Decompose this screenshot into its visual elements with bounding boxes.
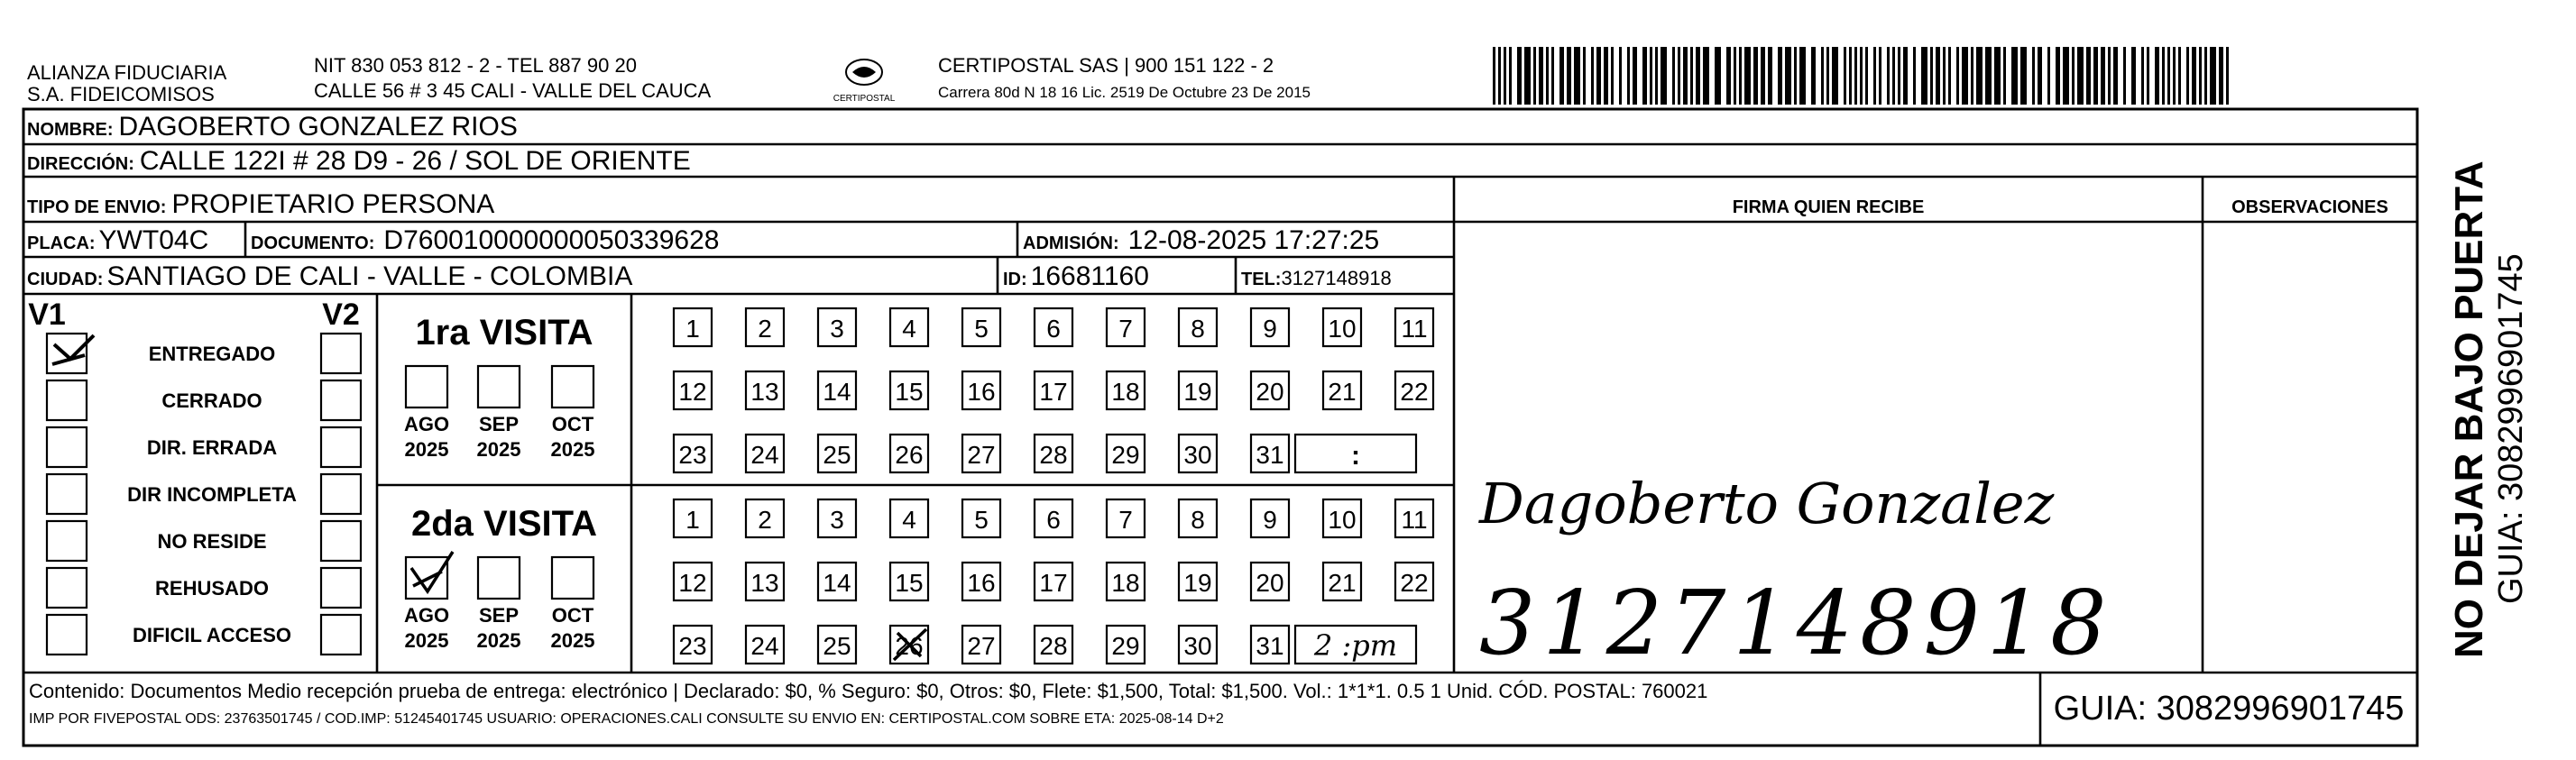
barcode-bar	[1744, 47, 1751, 105]
barcode-bar	[1799, 47, 1806, 105]
barcode-bar	[2162, 47, 2165, 105]
year-label: 2025	[550, 629, 595, 652]
ciudad-value: SANTIAGO DE CALI - VALLE - COLOMBIA	[106, 261, 633, 291]
status-label: CERRADO	[161, 389, 262, 412]
day-number: 26	[895, 441, 924, 469]
day-number: 20	[1256, 378, 1284, 406]
certipostal-logo	[833, 60, 896, 104]
barcode-bar	[2047, 47, 2050, 105]
barcode-bar	[1533, 47, 1536, 105]
day-number: 28	[1039, 441, 1068, 469]
side-guia: GUIA: 3082996901745	[2492, 253, 2530, 604]
barcode-bar	[1696, 47, 1700, 105]
barcode-bar	[1936, 47, 1940, 105]
month-label: SEP	[478, 604, 520, 627]
month-label: AGO	[403, 413, 450, 435]
barcode-bar	[1678, 47, 1680, 105]
day-number: 3	[830, 506, 844, 534]
barcode-bar	[1794, 47, 1797, 105]
time-value: :	[1351, 441, 1360, 471]
barcode-bar	[1778, 47, 1782, 105]
barcode-bar	[1971, 47, 1973, 105]
day-number: 2	[758, 315, 772, 343]
barcode-bar	[2056, 47, 2060, 105]
v1-checkbox[interactable]	[47, 380, 87, 420]
barcode-bar	[1703, 47, 1709, 105]
day-number: 5	[974, 315, 989, 343]
barcode-bar	[1903, 47, 1908, 105]
v2-checkbox[interactable]	[321, 380, 361, 420]
barcode-bar	[1948, 47, 1951, 105]
barcode-bar	[1734, 47, 1736, 105]
day-number: 29	[1111, 632, 1140, 660]
barcode-bar	[2020, 47, 2027, 105]
company-name-line2: S.A. FIDEICOMISOS	[27, 83, 215, 105]
month-checkbox[interactable]	[478, 366, 520, 407]
barcode-bar	[1930, 47, 1933, 105]
day-number: 11	[1401, 315, 1428, 343]
day-number: 29	[1111, 441, 1140, 469]
observaciones-header: OBSERVACIONES	[2231, 197, 2388, 217]
barcode-bar	[2155, 47, 2159, 105]
placa-label: PLACA:	[27, 233, 96, 253]
day-number: 8	[1191, 315, 1205, 343]
day-number: 25	[823, 632, 851, 660]
direccion-value: CALLE 122I # 28 D9 - 26 / SOL DE ORIENTE	[139, 146, 691, 176]
documento-field	[251, 225, 719, 255]
day-number: 1	[685, 315, 700, 343]
documento-label: DOCUMENTO:	[251, 233, 375, 253]
barcode-bar	[1865, 47, 1868, 105]
carrier-name: CERTIPOSTAL SAS | 900 151 122 - 2	[938, 54, 1274, 77]
documento-value: D760010000000050339628	[383, 225, 720, 255]
visit-1	[404, 308, 1433, 472]
day-number: 31	[1256, 632, 1284, 660]
time-value: 2 :pm	[1313, 628, 1398, 663]
barcode-bar	[1962, 47, 1968, 105]
barcode-bar	[1994, 47, 2001, 105]
barcode-bar	[2192, 47, 2196, 105]
tipo-envio-field	[27, 189, 494, 219]
barcode-bar	[1821, 47, 1824, 105]
barcode-bar	[1854, 47, 1857, 105]
v1-checkbox[interactable]	[47, 427, 87, 467]
barcode-bar	[2003, 47, 2006, 105]
day-number: 12	[678, 569, 707, 597]
nombre-field	[27, 112, 518, 142]
barcode-bar	[2077, 47, 2084, 105]
barcode-bar	[1661, 47, 1667, 105]
day-number: 28	[1039, 632, 1068, 660]
v1-checkbox[interactable]	[47, 615, 87, 655]
logo-text: CERTIPOSTAL	[833, 94, 896, 104]
day-number: 15	[895, 569, 924, 597]
day-number: 18	[1111, 569, 1140, 597]
barcode-bar	[2141, 47, 2144, 105]
day-number: 12	[678, 378, 707, 406]
day-number: 30	[1183, 632, 1212, 660]
barcode-bar	[1583, 47, 1586, 105]
day-number: 5	[974, 506, 989, 534]
admision-label: ADMISIÓN:	[1023, 233, 1119, 253]
barcode-bar	[1604, 47, 1608, 105]
v1-checkbox[interactable]	[47, 474, 87, 514]
barcode-bar	[1860, 47, 1863, 105]
barcode-bar	[2108, 47, 2111, 105]
placa-field	[27, 225, 208, 255]
handwritten-signature: Dagoberto Gonzalez	[1479, 471, 2055, 536]
tel-field	[1241, 267, 1392, 289]
barcode-bar	[2093, 47, 2098, 105]
barcode-bar	[2113, 47, 2118, 105]
barcode-bar	[2167, 47, 2170, 105]
v1-checkbox[interactable]	[47, 568, 87, 608]
tipo-envio-label: TIPO DE ENVIO:	[27, 197, 167, 217]
month-label: OCT	[551, 604, 594, 627]
day-number: 23	[678, 441, 707, 469]
nombre-value: DAGOBERTO GONZALEZ RIOS	[118, 112, 518, 142]
day-number: 13	[750, 569, 779, 597]
day-number: 16	[967, 569, 996, 597]
status-label: NO RESIDE	[157, 530, 267, 553]
day-number: 26	[895, 632, 924, 660]
day-number: 24	[750, 441, 779, 469]
v2-checkbox[interactable]	[321, 615, 361, 655]
v1-checkbox[interactable]	[47, 521, 87, 561]
barcode-bar	[2226, 47, 2229, 105]
status-label: REHUSADO	[155, 577, 269, 600]
barcode-bar	[1591, 47, 1594, 105]
handwritten-phone: 3127148918	[1479, 572, 2114, 675]
barcode-bar	[1642, 47, 1647, 105]
id-value: 16681160	[1030, 261, 1149, 291]
visit-title: 2da VISITA	[411, 504, 597, 544]
day-number: 30	[1183, 441, 1212, 469]
day-number: 6	[1046, 315, 1061, 343]
barcode-bar	[1504, 47, 1506, 105]
v2-checkbox[interactable]	[321, 334, 361, 373]
nombre-label: NOMBRE:	[27, 120, 114, 140]
barcode-bar	[1715, 47, 1721, 105]
month-label: SEP	[478, 413, 520, 435]
barcode-bar	[1943, 47, 1946, 105]
barcode-bar	[2063, 47, 2069, 105]
month-checkbox[interactable]	[478, 557, 520, 599]
day-number: 19	[1183, 378, 1212, 406]
barcode-bar	[1739, 47, 1742, 105]
day-number: 14	[823, 378, 851, 406]
year-label: 2025	[476, 438, 521, 461]
barcode	[1493, 47, 2229, 105]
barcode-bar	[1546, 47, 1549, 105]
barcode-bar	[2219, 47, 2223, 105]
day-number: 7	[1118, 506, 1133, 534]
barcode-bar	[1498, 47, 1501, 105]
barcode-bar	[2210, 47, 2216, 105]
day-number: 18	[1111, 378, 1140, 406]
day-number: 13	[750, 378, 779, 406]
footer-guia: GUIA: 3082996901745	[2053, 690, 2405, 728]
admision-value: 12-08-2025 17:27:25	[1127, 225, 1380, 255]
placa-value: YWT04C	[98, 225, 209, 255]
barcode-bar	[1524, 47, 1531, 105]
barcode-bar	[1683, 47, 1688, 105]
barcode-bar	[1879, 47, 1881, 105]
month-checkbox[interactable]	[552, 366, 593, 407]
year-label: 2025	[476, 629, 521, 652]
day-number: 2	[758, 506, 772, 534]
day-number: 22	[1400, 378, 1429, 406]
status-label: DIFICIL ACCESO	[132, 624, 292, 646]
id-label: ID:	[1003, 270, 1027, 289]
footer-print-line: IMP POR FIVEPOSTAL ODS: 23763501745 / COD.IMP: 51245401745 USUARIO: OPERACIONES.CALI CONSULTE SU ENVIO EN: CERTIPOSTAL.COM SOBRE ETA: 2025-08-14 D+2	[29, 711, 1224, 727]
signature-header: FIRMA QUIEN RECIBE	[1732, 197, 1925, 217]
barcode-bar	[2011, 47, 2018, 105]
day-number: 27	[967, 632, 996, 660]
barcode-bar	[1913, 47, 1916, 105]
tel-label: TEL:	[1241, 270, 1282, 289]
tel-value: 3127148918	[1281, 267, 1392, 289]
month-label: AGO	[403, 604, 450, 627]
barcode-bar	[1785, 47, 1791, 105]
barcode-bar	[1849, 47, 1852, 105]
day-number: 22	[1400, 569, 1429, 597]
company-address: CALLE 56 # 3 45 CALI - VALLE DEL CAUCA	[314, 79, 712, 102]
day-number: 10	[1328, 315, 1357, 343]
company-nit: NIT 830 053 812 - 2 - TEL 887 90 20	[314, 54, 637, 77]
barcode-bar	[1726, 47, 1731, 105]
v2-label: V2	[322, 298, 360, 332]
barcode-bar	[2032, 47, 2035, 105]
company-name-line1: ALIANZA FIDUCIARIA	[27, 61, 227, 84]
year-label: 2025	[404, 629, 449, 652]
barcode-bar	[2038, 47, 2042, 105]
barcode-bar	[1627, 47, 1630, 105]
day-number: 21	[1328, 569, 1357, 597]
barcode-bar	[1887, 47, 1890, 105]
barcode-bar	[1956, 47, 1959, 105]
day-number: 4	[902, 506, 916, 534]
v2-checkbox[interactable]	[321, 427, 361, 467]
day-number: 17	[1039, 378, 1068, 406]
id-field	[1003, 261, 1149, 291]
footer-content-line: Contenido: Documentos Medio recepción prueba de entrega: electrónico | Declarado: $0, % Seguro: $0, Otros: $0, Flete: $1,500, Total: $1,500. Vol.: 1*1*1. 0.5 1 Unid. CÓD. POSTAL: 760021	[29, 680, 1708, 702]
day-number: 16	[967, 378, 996, 406]
day-number: 7	[1118, 315, 1133, 343]
day-number: 27	[967, 441, 996, 469]
direccion-label: DIRECCIÓN:	[27, 154, 134, 174]
day-number: 24	[750, 632, 779, 660]
barcode-bar	[1493, 47, 1495, 105]
barcode-bar	[1898, 47, 1900, 105]
v2-checkbox[interactable]	[321, 568, 361, 608]
barcode-bar	[1509, 47, 1512, 105]
barcode-bar	[1985, 47, 1992, 105]
barcode-bar	[1892, 47, 1895, 105]
barcode-bar	[1633, 47, 1637, 105]
day-number: 23	[678, 632, 707, 660]
day-number: 10	[1328, 506, 1357, 534]
direccion-field	[27, 146, 691, 176]
barcode-bar	[1517, 47, 1522, 105]
barcode-bar	[1539, 47, 1543, 105]
barcode-bar	[1567, 47, 1571, 105]
barcode-bar	[1596, 47, 1601, 105]
day-number: 11	[1401, 506, 1428, 534]
barcode-bar	[2123, 47, 2126, 105]
month-label: OCT	[551, 413, 594, 435]
visit-title: 1ra VISITA	[415, 313, 593, 353]
barcode-bar	[1761, 47, 1765, 105]
year-label: 2025	[550, 438, 595, 461]
barcode-bar	[1768, 47, 1772, 105]
barcode-bar	[1826, 47, 1829, 105]
day-number: 1	[685, 506, 700, 534]
barcode-bar	[2178, 47, 2181, 105]
barcode-bar	[1811, 47, 1816, 105]
barcode-bar	[2131, 47, 2136, 105]
barcode-bar	[1559, 47, 1564, 105]
barcode-bar	[1611, 47, 1614, 105]
barcode-bar	[2199, 47, 2202, 105]
barcode-bar	[1655, 47, 1658, 105]
barcode-bar	[1690, 47, 1693, 105]
barcode-bar	[2101, 47, 2105, 105]
tipo-envio-value: PROPIETARIO PERSONA	[171, 189, 495, 219]
v2-checkbox[interactable]	[321, 521, 361, 561]
barcode-bar	[1672, 47, 1675, 105]
barcode-bar	[2204, 47, 2207, 105]
v2-checkbox[interactable]	[321, 474, 361, 514]
day-number: 8	[1191, 506, 1205, 534]
day-number: 19	[1183, 569, 1212, 597]
year-label: 2025	[404, 438, 449, 461]
visit-2	[404, 499, 1433, 664]
month-checkbox[interactable]	[552, 557, 593, 599]
admision-field	[1023, 225, 1379, 255]
ciudad-field	[27, 261, 632, 291]
day-number: 9	[1263, 506, 1277, 534]
barcode-bar	[1873, 47, 1876, 105]
barcode-bar	[1619, 47, 1622, 105]
barcode-bar	[2072, 47, 2075, 105]
day-number: 9	[1263, 315, 1277, 343]
barcode-bar	[2147, 47, 2149, 105]
barcode-bar	[1551, 47, 1554, 105]
barcode-bar	[1650, 47, 1652, 105]
status-label: ENTREGADO	[148, 343, 276, 365]
barcode-bar	[2173, 47, 2176, 105]
day-number: 25	[823, 441, 851, 469]
v1-label: V1	[28, 298, 66, 332]
month-checkbox[interactable]	[406, 366, 447, 407]
barcode-bar	[1976, 47, 1983, 105]
day-number: 17	[1039, 569, 1068, 597]
barcode-bar	[2086, 47, 2091, 105]
barcode-bar	[2186, 47, 2189, 105]
no-dejar-bajo-puerta: NO DEJAR BAJO PUERTA	[2447, 160, 2491, 658]
day-number: 31	[1256, 441, 1284, 469]
carrier-address: Carrera 80d N 18 16 Lic. 2519 De Octubre 23 De 2015	[938, 84, 1311, 101]
barcode-bar	[1753, 47, 1758, 105]
day-number: 15	[895, 378, 924, 406]
barcode-bar	[1574, 47, 1580, 105]
day-number: 20	[1256, 569, 1284, 597]
day-number: 3	[830, 315, 844, 343]
ciudad-label: CIUDAD:	[27, 270, 104, 289]
day-number: 6	[1046, 506, 1061, 534]
status-label: DIR INCOMPLETA	[127, 483, 297, 506]
status-label: DIR. ERRADA	[146, 436, 278, 459]
barcode-bar	[1832, 47, 1838, 105]
status-checklist	[28, 298, 361, 655]
day-number: 21	[1328, 378, 1357, 406]
day-number: 4	[902, 315, 916, 343]
barcode-bar	[1921, 47, 1927, 105]
barcode-bar	[1844, 47, 1846, 105]
day-number: 14	[823, 569, 851, 597]
